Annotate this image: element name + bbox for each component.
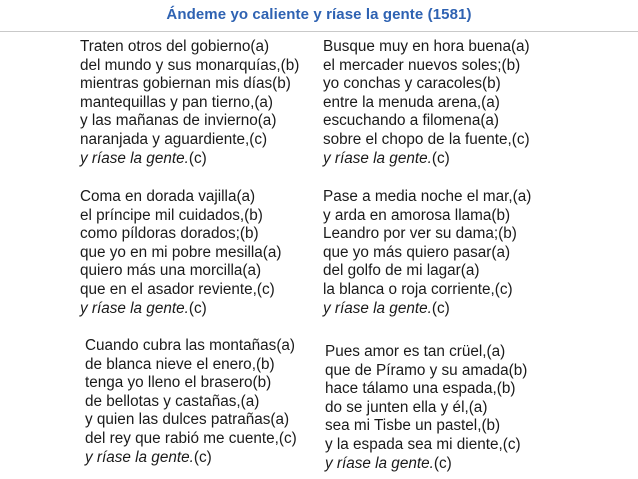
refrain-line (80, 150, 299, 169)
verse-line: sobre el chopo de la fuente,(c) (323, 130, 530, 148)
verse-line: y arda en amorosa llama(b) (323, 206, 511, 224)
title-divider (0, 31, 638, 32)
verse-line: Pase a media noche el mar,(a) (323, 188, 532, 205)
refrain-rhyme: (c) (431, 149, 450, 167)
verse-line: Cuando cubra las montañas(a) (85, 337, 296, 354)
stanza-6 (325, 343, 527, 473)
verse-line: el príncipe mil cuidados,(b) (80, 206, 263, 224)
refrain-line (80, 300, 282, 319)
verse-line: Traten otros del gobierno(a) (80, 38, 270, 55)
verse-line: tenga yo lleno el brasero(b) (85, 374, 272, 392)
verse-line: que yo en mi pobre mesilla(a) (80, 243, 282, 261)
verse-line: del golfo de mi lagar(a) (323, 262, 480, 280)
verse-line: de bellotas y castañas,(a) (85, 392, 260, 410)
verse-line: entre la menuda arena,(a) (323, 93, 500, 111)
refrain-text: y ríase la gente. (80, 149, 189, 167)
verse-line: del rey que rabió me cuente,(c) (85, 429, 297, 447)
refrain-line (323, 150, 530, 169)
verse-line: yo conchas y caracoles(b) (323, 75, 501, 93)
verse-line: como píldoras dorados;(b) (80, 225, 259, 243)
refrain-line (85, 449, 297, 468)
verse-line: Pues amor es tan crüel,(a) (325, 343, 506, 360)
verse-line: que en el asador reviente,(c) (80, 280, 275, 298)
refrain-rhyme: (c) (433, 454, 452, 472)
verse-line: de blanca nieve el enero,(b) (85, 355, 275, 373)
stanza-2 (323, 38, 530, 168)
verse-line: Busque muy en hora buena(a) (323, 38, 530, 55)
refrain-line (325, 455, 527, 474)
verse-line: mientras gobiernan mis días(b) (80, 75, 291, 93)
refrain-line (323, 300, 531, 319)
verse-line: Coma en dorada vajilla(a) (80, 188, 256, 205)
verse-line: do se junten ella y él,(a) (325, 398, 488, 416)
verse-line: Leandro por ver su dama;(b) (323, 225, 517, 243)
refrain-rhyme: (c) (188, 299, 207, 317)
stanza-4 (323, 188, 531, 318)
verse-line: el mercader nuevos soles;(b) (323, 56, 521, 74)
stanza-5 (85, 337, 297, 467)
refrain-text: y ríase la gente. (323, 149, 432, 167)
verse-line: y la espada sea mi diente,(c) (325, 435, 521, 453)
page-title: Ándeme yo caliente y ríase la gente (1581) (166, 6, 472, 23)
verse-line: que yo más quiero pasar(a) (323, 243, 511, 261)
verse-line: y las mañanas de invierno(a) (80, 112, 277, 130)
verse-line: que de Píramo y su amada(b) (325, 361, 528, 379)
verse-line: escuchando a filomena(a) (323, 112, 500, 130)
refrain-text: y ríase la gente. (80, 299, 189, 317)
verse-line: del mundo y sus monarquías,(b) (80, 56, 300, 74)
verse-line: hace tálamo una espada,(b) (325, 380, 516, 398)
refrain-text: y ríase la gente. (325, 454, 434, 472)
verse-line: la blanca o roja corriente,(c) (323, 280, 513, 298)
verse-line: quiero más una morcilla(a) (80, 262, 262, 280)
stanza-1 (80, 38, 299, 168)
refrain-rhyme: (c) (188, 149, 207, 167)
refrain-text: y ríase la gente. (323, 299, 432, 317)
refrain-rhyme: (c) (431, 299, 450, 317)
refrain-text: y ríase la gente. (85, 448, 194, 466)
verse-line: naranjada y aguardiente,(c) (80, 130, 268, 148)
stanza-3 (80, 188, 282, 318)
verse-line: mantequillas y pan tierno,(a) (80, 93, 274, 111)
verse-line: sea mi Tisbe un pastel,(b) (325, 417, 501, 435)
verse-line: y quien las dulces patrañas(a) (85, 411, 290, 429)
refrain-rhyme: (c) (193, 448, 212, 466)
